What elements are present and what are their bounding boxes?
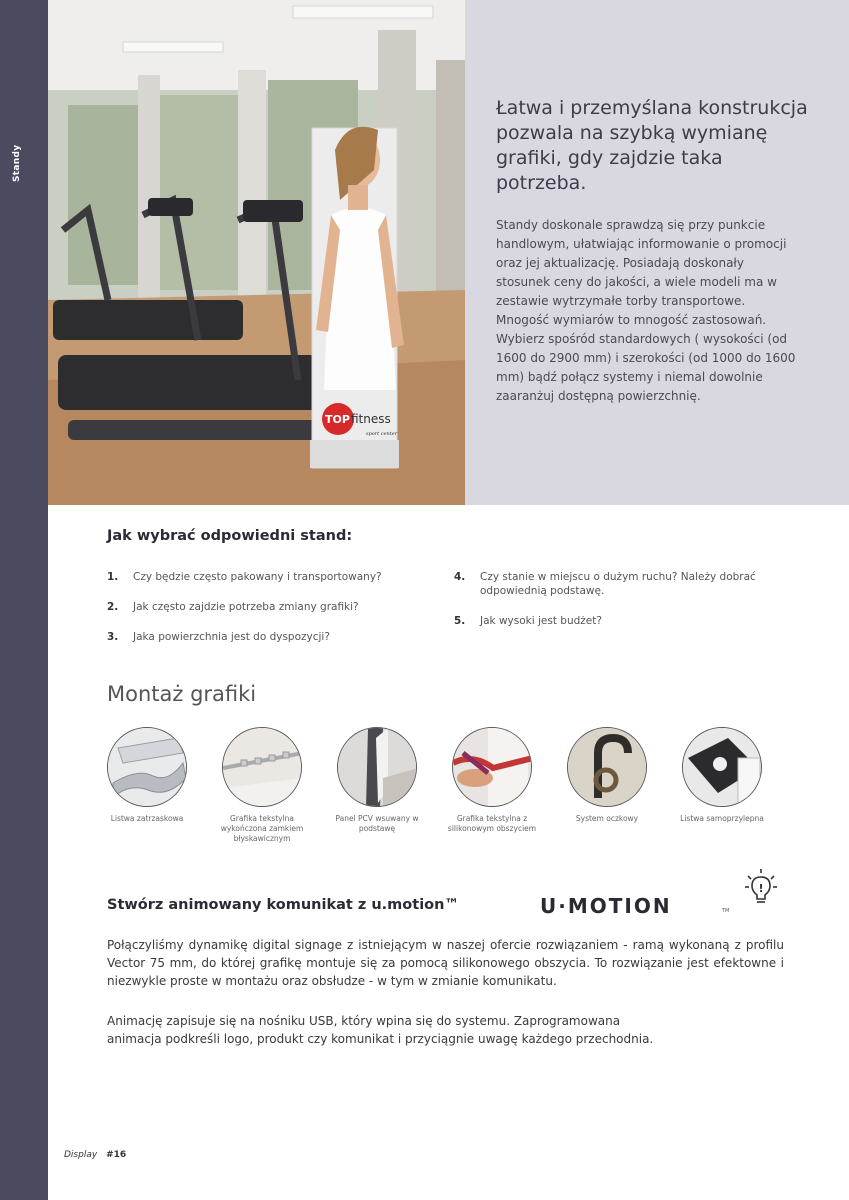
sidebar-label: Standy [12,144,22,182]
choose-list-left [107,570,427,660]
mount-item-eyelet [557,727,657,824]
umotion-logo-tm: TM [722,908,730,914]
hero-title: Łatwa i przemyślana konstrukcja pozwala na szybką wymianę grafiki, gdy zajdzie taka potrzeba. [496,97,808,194]
choose-title: Jak wybrać odpowiedni stand: [107,528,353,544]
mount-caption: Listwa zatrzaskowa [110,814,184,823]
adhesive-rail-icon [682,727,762,807]
gym-photo-illustration [48,0,465,505]
list-item: 1. Czy będzie często pakowany i transportowany? [107,571,382,583]
footer-section: Display [64,1150,98,1160]
eyelet-hook-icon [567,727,647,807]
hero-photo [48,0,465,505]
mount-caption: Grafika tekstylna wykończona zamkiem błyskawicznym [220,814,304,843]
mount-item-snap-rail [97,727,197,824]
top-fitness-logo-fitness: fitness [351,412,391,426]
sidebar-strip [0,0,48,1200]
svg-text:!: ! [758,882,764,895]
hero-body: Standy doskonale sprawdzą się przy punkcie handlowym, ułatwiając informowanie o promocji oraz jej aktualizację. Posiadają doskonały stosunek ceny do jakości, a wiele modeli ma w zestawie wytrzymałe torby transportowe. Mnogość wymiarów to mnogość zastosowań. Wybierz spośród standardowych ( wysokości (od 1600 do 2900 mm) i szerokości (od 1000 do 1600 mm) bądź połącz systemy i niemal dowolnie zaaranżuj dostępną powierzchnię. [496,218,796,403]
umotion-paragraph-1: Połączyliśmy dynamikę digital signage z istniejącym w naszej ofercie rozwiązaniem - ramą wykonaną z profilu Vector 75 mm, do której grafikę montuje się za pomocą silikonowego obszycia. To rozwiązanie jest efektowne i niezwykle proste w montażu oraz obsłudze - w tym w zmianie komunikatu. [107,938,784,988]
list-item: 5. Jak wysoki jest budżet? [454,615,602,627]
mount-caption: Grafika tekstylna z silikonowym obszyciem [447,814,537,833]
list-item: 3. Jaka powierzchnia jest do dyspozycji? [107,631,330,643]
page-footer [64,1150,126,1160]
lightbulb-icon [744,868,778,908]
top-fitness-logo-top: TOP [325,413,350,426]
snap-rail-icon [107,727,187,807]
umotion-paragraph-2: Animację zapisuje się na nośniku USB, który wpina się do systemu. Zaprogramowana animacja podkreśli logo, produkt czy komunikat i przyciągnie uwagę każdego przechodnia. [107,1014,654,1046]
mount-caption: System oczkowy [575,814,639,823]
choose-list-right [454,570,774,644]
pvc-panel-icon [337,727,417,807]
mount-item-zipper-textile [212,727,312,844]
top-fitness-logo-sub: sport center [366,431,398,437]
page-number: #16 [106,1150,127,1160]
list-item: 4. Czy stanie w miejscu o dużym ruchu? Należy dobrać odpowiednią podstawę. [454,571,756,597]
mount-item-silicone-edge [442,727,542,834]
umotion-logo: U·MOTION [540,894,672,918]
silicone-edge-icon [452,727,532,807]
mount-title: Montaż grafiki [107,682,257,706]
zipper-textile-icon [222,727,302,807]
mount-caption: Listwa samoprzylepna [680,814,764,823]
mount-item-pvc-panel [327,727,427,834]
mount-caption: Panel PCV wsuwany w podstawę [335,814,419,833]
list-item: 2. Jak często zajdzie potrzeba zmiany grafiki? [107,601,359,613]
umotion-title: Stwórz animowany komunikat z u.motion™ [107,897,459,913]
mount-item-adhesive-rail [672,727,772,824]
